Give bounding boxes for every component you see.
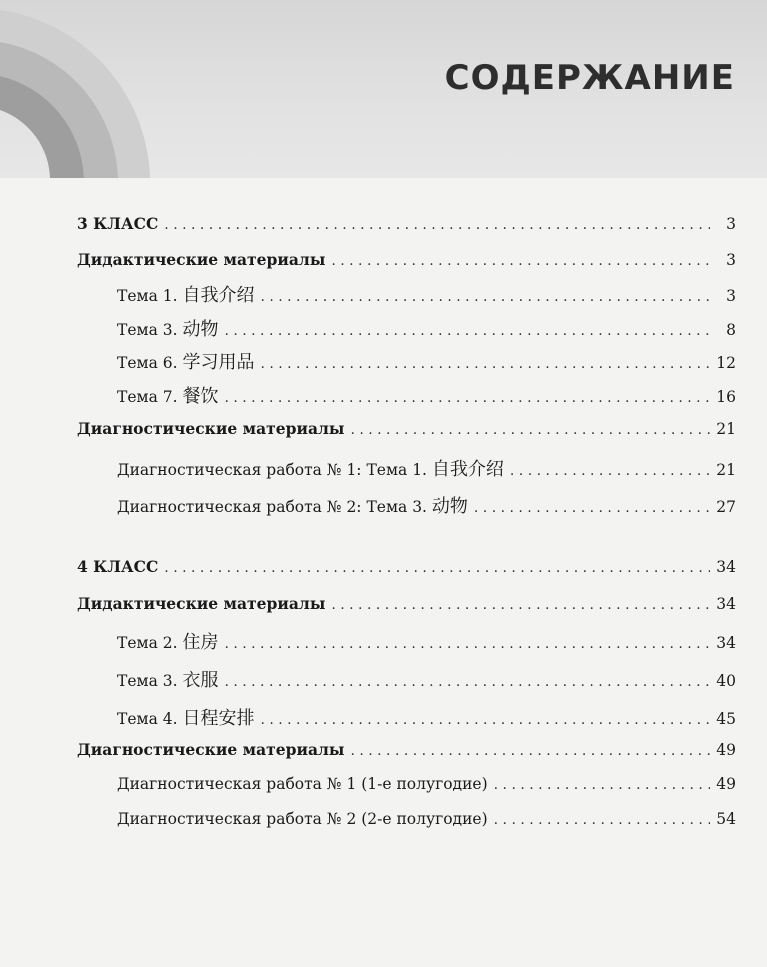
toc-entry-didactic-4[interactable] <box>77 594 736 613</box>
toc-page-number: 34 <box>716 595 736 613</box>
toc-entry-grade-3[interactable] <box>77 214 736 233</box>
toc-entry-topic[interactable] <box>117 628 736 654</box>
toc-entry-topic[interactable] <box>117 666 736 692</box>
toc-page-number: 3 <box>726 251 736 269</box>
toc-entry-label: Диагностическая работа № 2 (2-е полугодие) <box>117 810 488 828</box>
decorative-arcs <box>0 0 200 178</box>
toc-entry-topic[interactable] <box>117 348 736 374</box>
toc-page-number: 27 <box>716 498 736 516</box>
leader-dots <box>350 422 710 438</box>
toc-entry-diagnostic-work[interactable] <box>117 455 736 481</box>
leader-dots <box>350 743 710 759</box>
toc-page-number: 3 <box>726 215 736 233</box>
toc-entry-label: Тема 2. 住房 <box>117 632 219 653</box>
toc-entry-label: Тема 7. 餐饮 <box>117 386 219 407</box>
leader-dots <box>164 217 710 233</box>
leader-dots <box>494 812 710 828</box>
toc-entry-label: Диагностическая работа № 2: Тема 3. 动物 <box>117 496 468 517</box>
toc-entry-topic[interactable] <box>117 704 736 730</box>
toc-entry-diagnostic-work[interactable] <box>117 492 736 518</box>
toc-entry-label: Тема 1. 自我介绍 <box>117 285 255 306</box>
toc-page-number: 34 <box>716 558 736 576</box>
toc-entry-label: Тема 6. 学习用品 <box>117 352 255 373</box>
toc-entry-grade-4[interactable] <box>77 557 736 576</box>
toc-entry-label: 4 КЛАСС <box>77 557 159 576</box>
leader-dots <box>331 597 710 613</box>
toc-page-number: 54 <box>716 810 736 828</box>
leader-dots <box>331 253 710 269</box>
toc-page-number: 40 <box>716 672 736 690</box>
leader-dots <box>494 777 710 793</box>
toc-entry-label: Дидактические материалы <box>77 594 326 613</box>
toc-entry-label: Диагностические материалы <box>77 740 345 759</box>
toc-entry-label: Диагностические материалы <box>77 419 345 438</box>
toc-entry-label: Диагностическая работа № 1 (1-е полугодие) <box>117 775 488 793</box>
toc-page-number: 21 <box>716 461 736 479</box>
toc-page-number: 45 <box>716 710 736 728</box>
toc-page-number: 49 <box>716 775 736 793</box>
leader-dots <box>260 712 710 728</box>
leader-dots <box>474 500 710 516</box>
leader-dots <box>260 289 710 305</box>
toc-entry-diagnostic-work[interactable] <box>117 810 736 828</box>
toc-page-number: 12 <box>716 354 736 372</box>
leader-dots <box>224 323 710 339</box>
page-title: СОДЕРЖАНИЕ <box>444 58 735 98</box>
leader-dots <box>164 560 710 576</box>
toc-entry-diagnostic-work[interactable] <box>117 775 736 793</box>
toc-page-number: 3 <box>726 287 736 305</box>
toc-entry-label: 3 КЛАСС <box>77 214 159 233</box>
toc-entry-didactic-3[interactable] <box>77 250 736 269</box>
toc-page-number: 49 <box>716 741 736 759</box>
toc-entry-diagnostic-4[interactable] <box>77 740 736 759</box>
toc-entry-label: Тема 4. 日程安排 <box>117 708 255 729</box>
leader-dots <box>510 463 710 479</box>
toc-page-number: 34 <box>716 634 736 652</box>
toc-page-number: 16 <box>716 388 736 406</box>
toc-entry-label: Тема 3. 动物 <box>117 319 219 340</box>
toc-entry-label: Диагностическая работа № 1: Тема 1. 自我介绍 <box>117 459 504 480</box>
toc-entry-label: Тема 3. 衣服 <box>117 670 219 691</box>
toc-page-number: 21 <box>716 420 736 438</box>
leader-dots <box>224 390 710 406</box>
leader-dots <box>260 356 710 372</box>
leader-dots <box>224 636 710 652</box>
toc-entry-label: Дидактические материалы <box>77 250 326 269</box>
toc-entry-diagnostic-3[interactable] <box>77 419 736 438</box>
toc-entry-topic[interactable] <box>117 281 736 307</box>
toc-page-number: 8 <box>726 321 736 339</box>
toc-entry-topic[interactable] <box>117 315 736 341</box>
toc-entry-topic[interactable] <box>117 382 736 408</box>
leader-dots <box>224 674 710 690</box>
